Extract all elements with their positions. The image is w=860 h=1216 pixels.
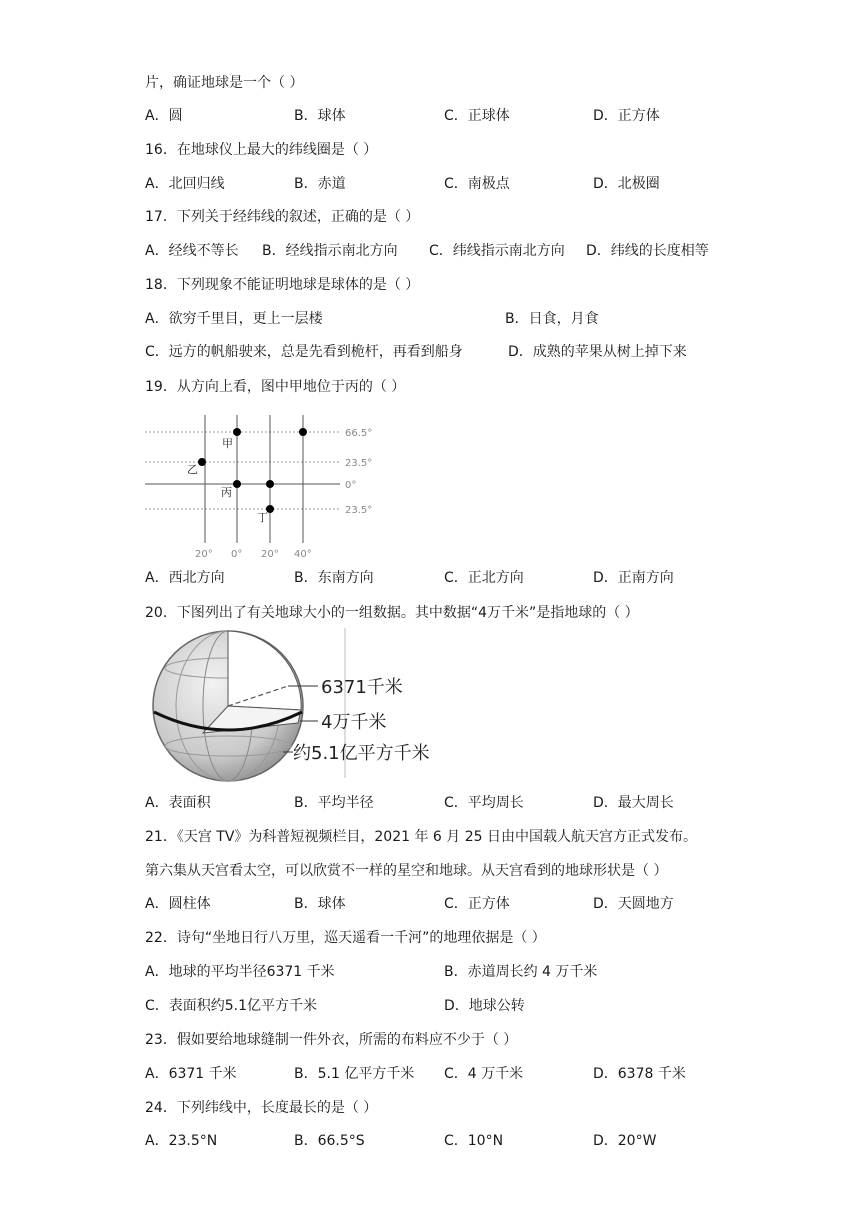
lat-label-23-5-s: 23.5° (345, 505, 373, 516)
q23-option-b[interactable]: B．5.1 亿平方千米 (294, 1066, 415, 1082)
q24-option-b[interactable]: B．66.5°S (294, 1133, 365, 1149)
q24-option-c[interactable]: C．10°N (444, 1133, 504, 1149)
point-bing (233, 480, 241, 488)
question-18: 18．下列现象不能证明地球是球体的是（ ） (145, 277, 420, 293)
lat-label-66-5: 66.5° (345, 428, 373, 439)
q24-option-a[interactable]: A．23.5°N (145, 1133, 218, 1149)
point-label-jia: 甲 (222, 437, 233, 450)
q18-option-b[interactable]: B．日食，月食 (505, 311, 599, 327)
question-20: 20．下图列出了有关地球大小的一组数据。其中数据“4万千米”是指地球的（ ） (145, 605, 639, 621)
radius-label: 6371千米 (321, 677, 403, 698)
q19-option-b[interactable]: B．东南方向 (294, 570, 374, 586)
lon-label-40e: 40° (294, 549, 312, 560)
q21-option-d[interactable]: D．天圆地方 (593, 896, 674, 912)
lon-label-20w: 20° (195, 549, 213, 560)
lon-label-0: 0° (231, 549, 243, 560)
circumference-label: 4万千米 (321, 712, 387, 733)
q16-option-d[interactable]: D．北极圈 (593, 176, 660, 192)
q20-option-b[interactable]: B．平均半径 (294, 795, 374, 811)
earth-size-figure (148, 628, 448, 788)
q21-option-b[interactable]: B．球体 (294, 896, 346, 912)
q20-option-d[interactable]: D．最大周长 (593, 795, 674, 811)
q16-option-a[interactable]: A．北回归线 (145, 176, 225, 192)
point-jia (233, 428, 241, 436)
q15-option-b[interactable]: B．球体 (294, 108, 346, 124)
q21-option-a[interactable]: A．圆柱体 (145, 896, 211, 912)
q22-option-b[interactable]: B．赤道周长约 4 万千米 (444, 964, 598, 980)
point-unlabeled-2 (266, 480, 274, 488)
q19-option-a[interactable]: A．西北方向 (145, 570, 225, 586)
question-17: 17．下列关于经纬线的叙述，正确的是（ ） (145, 209, 420, 225)
point-label-yi: 乙 (187, 463, 198, 476)
q20-option-a[interactable]: A．表面积 (145, 795, 211, 811)
question-22: 22．诗句“坐地日行八万里，巡天遥看一千河”的地理依据是（ ） (145, 930, 546, 946)
question-21-line-2: 第六集从天宫看太空，可以欣赏不一样的星空和地球。从天宫看到的地球形状是（ ） (145, 863, 668, 879)
q19-option-d[interactable]: D．正南方向 (593, 570, 674, 586)
q22-option-a[interactable]: A．地球的平均半径6371 千米 (145, 964, 335, 980)
question-19: 19．从方向上看，图中甲地位于丙的（ ） (145, 379, 406, 395)
q24-option-d[interactable]: D．20°W (593, 1133, 657, 1149)
q20-option-c[interactable]: C．平均周长 (444, 795, 524, 811)
q23-option-d[interactable]: D．6378 千米 (593, 1066, 686, 1082)
latitude-longitude-grid-figure (140, 415, 380, 565)
cutaway-wedge (228, 631, 301, 710)
point-unlabeled (299, 428, 307, 436)
q19-option-c[interactable]: C．正北方向 (444, 570, 524, 586)
q15-option-a[interactable]: A．圆 (145, 108, 183, 124)
q18-option-a[interactable]: A．欲穷千里目，更上一层楼 (145, 311, 323, 327)
q21-option-c[interactable]: C．正方体 (444, 896, 510, 912)
question-23: 23．假如要给地球缝制一件外衣，所需的布料应不少于（ ） (145, 1032, 518, 1048)
q23-option-c[interactable]: C．4 万千米 (444, 1066, 524, 1082)
q15-option-d[interactable]: D．正方体 (593, 108, 660, 124)
q17-option-b[interactable]: B．经线指示南北方向 (262, 243, 398, 259)
q18-option-c[interactable]: C．远方的帆船驶来，总是先看到桅杆，再看到船身 (145, 344, 463, 360)
q17-option-d[interactable]: D．纬线的长度相等 (586, 243, 709, 259)
q18-option-d[interactable]: D．成熟的苹果从树上掉下来 (508, 344, 687, 360)
question-21-line-1: 21．《天宫 TV》为科普短视频栏目，2021 年 6 月 25 日由中国载人航天宫方正式发布。 (145, 829, 697, 845)
point-yi (198, 458, 206, 466)
question-16: 16．在地球仪上最大的纬线圈是（ ） (145, 142, 378, 158)
q17-option-c[interactable]: C．纬线指示南北方向 (429, 243, 565, 259)
q22-option-d[interactable]: D．地球公转 (444, 998, 525, 1014)
q15-option-c[interactable]: C．正球体 (444, 108, 510, 124)
q16-option-b[interactable]: B．赤道 (294, 176, 346, 192)
lat-label-23-5-n: 23.5° (345, 458, 373, 469)
lat-label-0: 0° (345, 480, 357, 491)
point-label-bing: 丙 (221, 486, 232, 499)
point-label-ding: 丁 (257, 511, 268, 524)
q17-option-a[interactable]: A．经线不等长 (145, 243, 239, 259)
area-label: 约5.1亿平方千米 (293, 743, 430, 764)
q16-option-c[interactable]: C．南极点 (444, 176, 510, 192)
q23-option-a[interactable]: A．6371 千米 (145, 1066, 237, 1082)
question-24: 24．下列纬线中，长度最长的是（ ） (145, 1100, 378, 1116)
question-15-tail: 片，确证地球是一个（ ） (145, 75, 304, 91)
q22-option-c[interactable]: C．表面积约5.1亿平方千米 (145, 998, 318, 1014)
lon-label-20e: 20° (261, 549, 279, 560)
